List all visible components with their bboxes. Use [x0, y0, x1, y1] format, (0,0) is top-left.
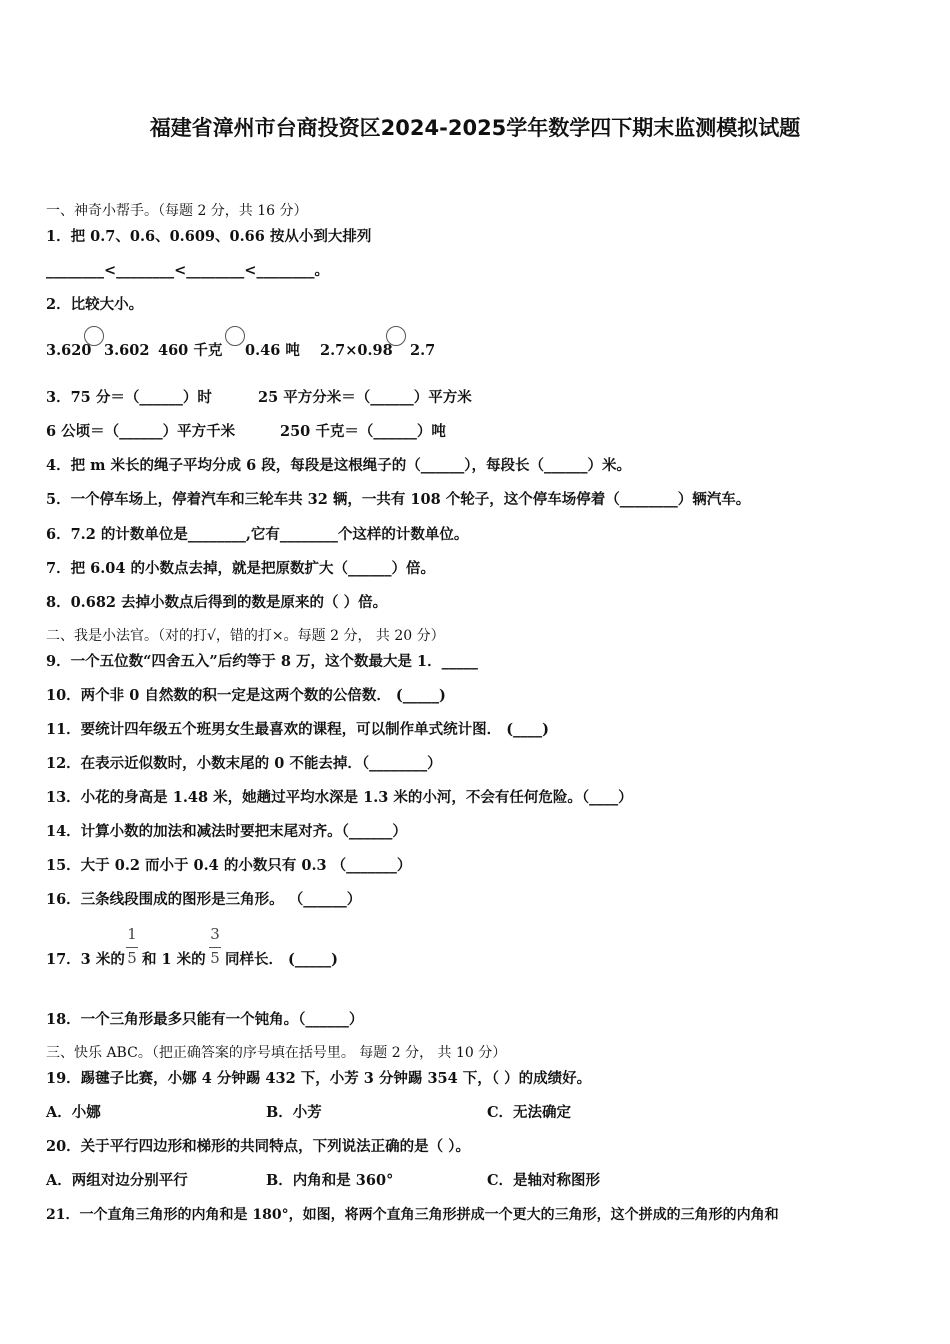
question-2: 2．比较大小。: [46, 296, 144, 313]
question-16: 16．三条线段围成的图形是三角形。 （______）: [46, 891, 362, 908]
question-4: 4．把 m 米长的绳子平均分成 6 段，每段是这根绳子的（______），每段长（______）米。: [46, 457, 631, 474]
q20-option-c[interactable]: C．是轴对称图形: [487, 1172, 601, 1189]
fraction-1-bar: [126, 947, 138, 948]
compare-1-left: 3.620: [46, 342, 92, 359]
compare-3-left: 2.7×0.98: [320, 342, 393, 359]
fraction-2-denominator: 5: [210, 949, 220, 967]
question-3-line1b: 25 平方分米＝（______）平方米: [258, 389, 472, 406]
question-13: 13．小花的身高是 1.48 米，她趟过平均水深是 1.3 米的小河，不会有任何危险。（____）: [46, 789, 633, 806]
question-8: 8．0.682 去掉小数点后得到的数是原来的（ ）倍。: [46, 594, 388, 611]
compare-2-circle[interactable]: [225, 326, 245, 346]
question-11: 11．要统计四年级五个班男女生最喜欢的课程，可以制作单式统计图． (____): [46, 721, 549, 738]
question-10: 10．两个非 0 自然数的积一定是这两个数的公倍数． (_____): [46, 687, 446, 704]
compare-2-right: 0.46 吨: [245, 342, 300, 359]
question-17-part1: 17．3 米的: [46, 951, 125, 968]
question-14: 14．计算小数的加法和减法时要把末尾对齐。（______）: [46, 823, 407, 840]
question-1: 1．把 0.7、0.6、0.609、0.66 按从小到大排列: [46, 228, 372, 245]
question-1-blanks: ________<________<________<________。: [46, 262, 329, 279]
compare-2-left: 460 千克: [158, 342, 223, 359]
question-15: 15．大于 0.2 而小于 0.4 的小数只有 0.3 （_______）: [46, 857, 412, 874]
question-17: [46, 925, 546, 977]
q19-option-b[interactable]: B．小芳: [266, 1104, 322, 1121]
section3-heading: 三、快乐 ABC。（把正确答案的序号填在括号里。 每题 2 分， 共 10 分）: [46, 1045, 507, 1061]
fraction-2-numerator: 3: [210, 925, 220, 943]
question-19-options: [46, 1104, 646, 1124]
section2-heading: 二、我是小法官。（对的打√，错的打×。每题 2 分， 共 20 分）: [46, 628, 445, 644]
fraction-1-numerator: 1: [127, 925, 137, 943]
question-20: 20．关于平行四边形和梯形的共同特点，下列说法正确的是（ ）。: [46, 1138, 470, 1155]
q19-option-c[interactable]: C．无法确定: [487, 1104, 572, 1121]
question-6: 6．7.2 的计数单位是________,它有________个这样的计数单位。: [46, 526, 469, 543]
question-18: 18．一个三角形最多只能有一个钝角。（______）: [46, 1011, 364, 1028]
fraction-1-denominator: 5: [127, 949, 137, 967]
question-7: 7．把 6.04 的小数点去掉，就是把原数扩大（______）倍。: [46, 560, 435, 577]
question-21: 21．一个直角三角形的内角和是 180°，如图，将两个直角三角形拼成一个更大的三角形，这个拼成的三角形的内角和: [46, 1207, 779, 1223]
page-title: 福建省漳州市台商投资区2024-2025学年数学四下期末监测模拟试题: [149, 116, 801, 140]
q20-option-a[interactable]: A．两组对边分别平行: [46, 1172, 188, 1189]
question-5: 5．一个停车场上，停着汽车和三轮车共 32 辆，一共有 108 个轮子，这个停车场停着（________）辆汽车。: [46, 491, 751, 508]
fraction-2-bar: [209, 947, 221, 948]
compare-3-circle[interactable]: [386, 326, 406, 346]
question-17-part2: 和 1 米的: [142, 951, 206, 968]
question-12: 12．在表示近似数时，小数末尾的 0 不能去掉．（________）: [46, 755, 442, 772]
question-3-line2b: 250 千克＝（______）吨: [280, 423, 446, 440]
question-2-comparisons: [46, 342, 906, 366]
question-9: 9．一个五位数“四舍五入”后约等于 8 万，这个数最大是 1．_____: [46, 653, 478, 670]
question-17-part3: 同样长． (_____): [225, 951, 339, 968]
q19-option-a[interactable]: A．小娜: [46, 1104, 101, 1121]
compare-1-right: 3.602: [104, 342, 150, 359]
question-3-line1a: 3．75 分＝（______）时: [46, 389, 212, 406]
question-3-line2a: 6 公顷＝（______）平方千米: [46, 423, 236, 440]
section1-heading: 一、神奇小帮手。（每题 2 分，共 16 分）: [46, 203, 308, 219]
q20-option-b[interactable]: B．内角和是 360°: [266, 1172, 394, 1189]
compare-3-right: 2.7: [410, 342, 436, 359]
question-20-options: [46, 1172, 696, 1192]
question-19: 19．踢毽子比赛，小娜 4 分钟踢 432 下，小芳 3 分钟踢 354 下，（ ）的成绩好。: [46, 1070, 592, 1087]
compare-1-circle[interactable]: [84, 326, 104, 346]
